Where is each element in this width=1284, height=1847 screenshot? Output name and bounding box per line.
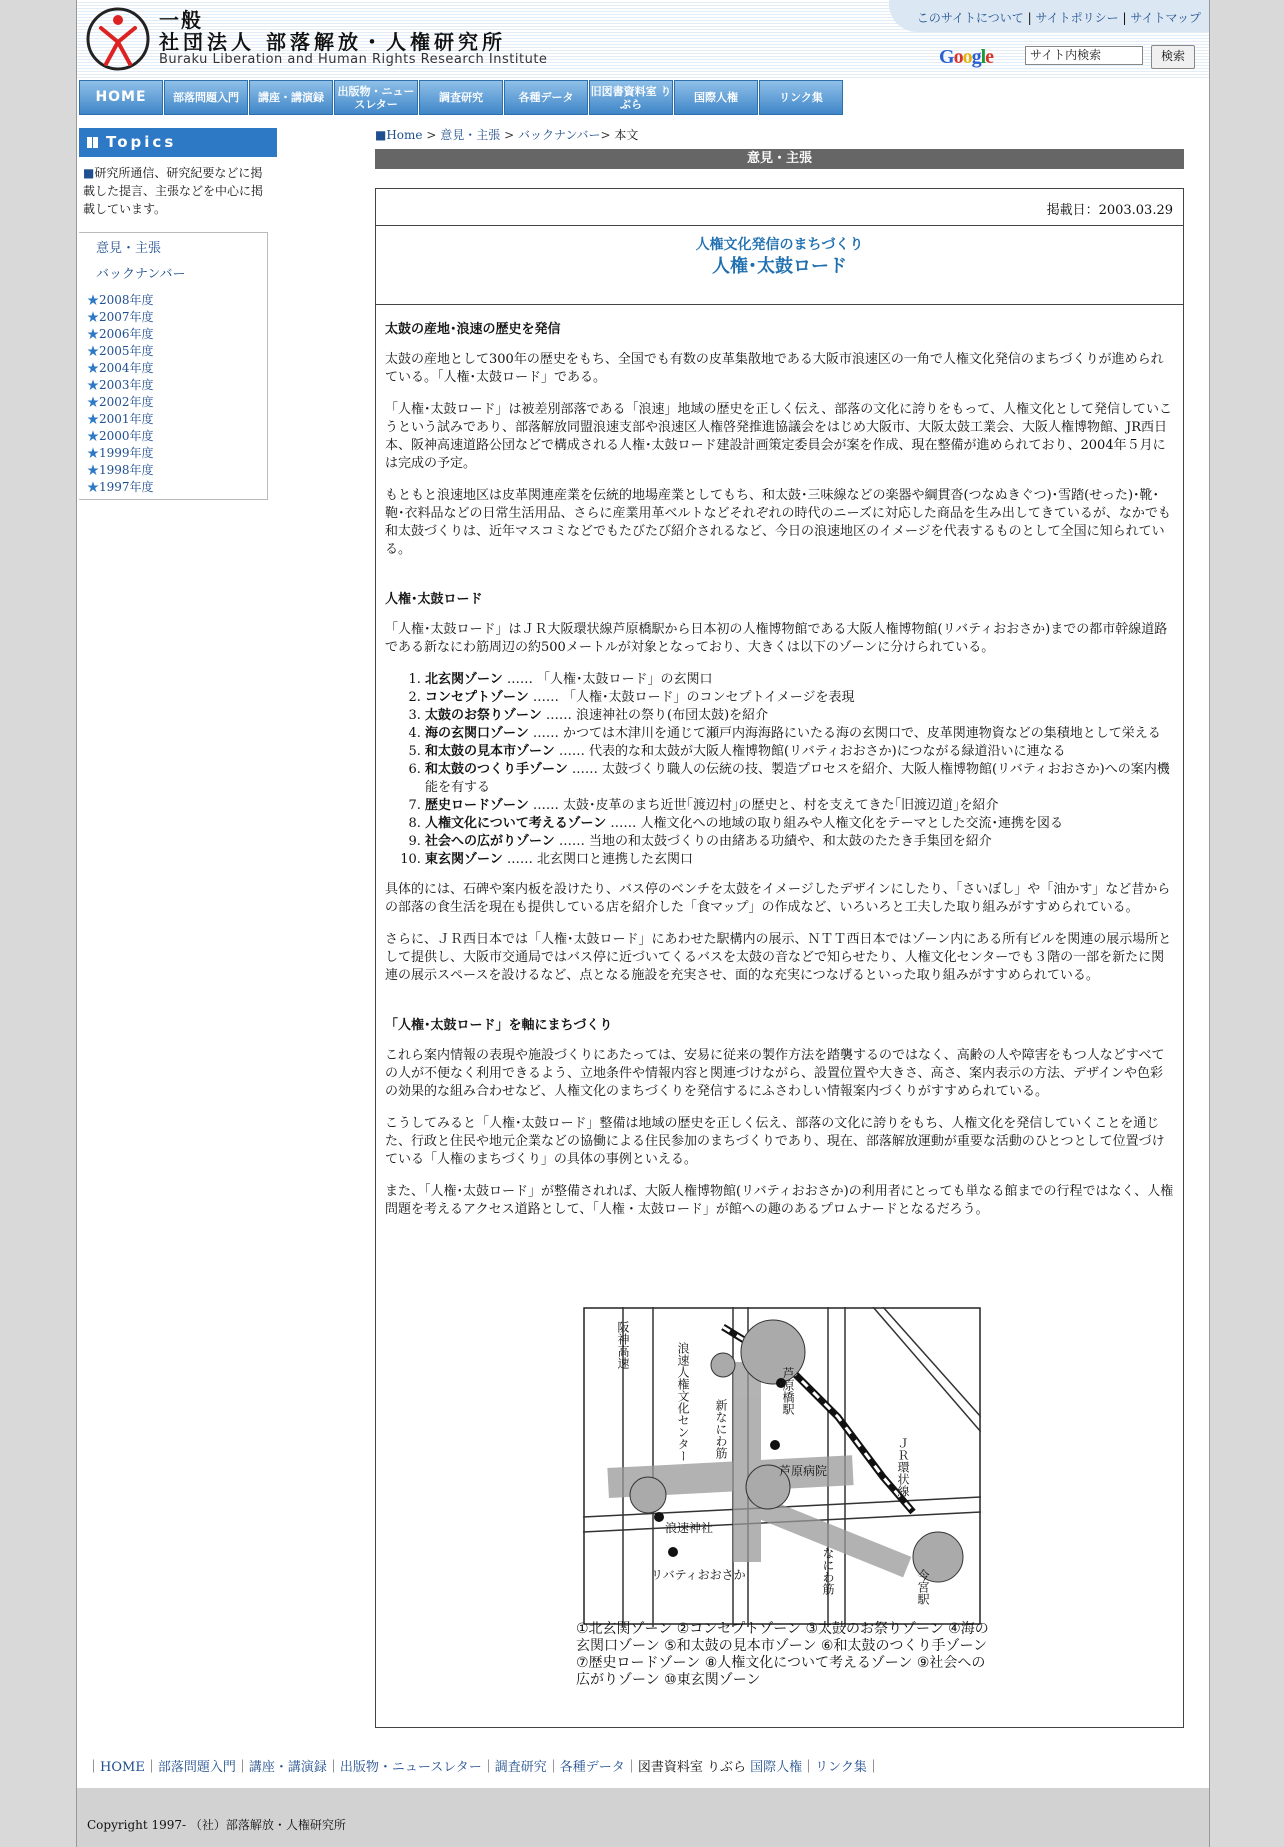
- zone-item: 8. 人権文化について考えるゾーン …… 人権文化への地域の取り組みや人権文化をテーマとした交流･連携を図る: [425, 815, 1175, 833]
- map-label: ＪＲ環状線: [896, 1437, 910, 1497]
- year-link[interactable]: [87, 359, 154, 376]
- footer-link-publications[interactable]: 出版物・ニュースレター: [339, 1760, 482, 1775]
- breadcrumb: [375, 126, 638, 143]
- year-link[interactable]: [87, 427, 154, 444]
- map-label: 芦原病院: [779, 1464, 828, 1478]
- footer-link-data[interactable]: 各種データ: [559, 1760, 625, 1775]
- breadcrumb-sep: >: [426, 128, 437, 142]
- paragraph: これら案内情報の表現や施設づくりにあたっては、安易に従来の製作方法を踏襲するのではなく、高齢の人や障害をもつ人などすべての人が不便なく利用できるよう、立地条件や情報内容と関連づけながら、設置位置や大きさ、高さ、案内表示の方法、デザインや色彩の効果的な組み合わせなど、人権文化のまちづくりを発信するにふさわしい情報案内づくりがすすめられている。: [385, 1048, 1165, 1099]
- policy-link[interactable]: サイトポリシー: [1035, 11, 1119, 25]
- year-label: 2002年度: [99, 395, 154, 409]
- topics-desc-text: 研究所通信、研究紀要などに掲載した提言、主張などを中心に掲載しています。: [83, 166, 264, 216]
- logo-english: Buraku Liberation and Human Rights Research Institute: [159, 52, 548, 67]
- footer-link-library[interactable]: 図書資料室 りぶら: [637, 1760, 746, 1775]
- google-letter: e: [985, 46, 994, 68]
- star-icon: ★: [87, 446, 100, 460]
- year-link[interactable]: [87, 308, 154, 325]
- star-icon: ★: [87, 395, 100, 409]
- year-label: 1997年度: [99, 480, 154, 494]
- nav-intl-rights[interactable]: 国際人権: [674, 80, 758, 115]
- topics-description: [83, 164, 273, 218]
- zone-item: 9. 社会への広がりゾーン …… 当地の和太鼓づくりの由緒ある功績や、和太鼓のたたき手集団を紹介: [425, 833, 1175, 851]
- google-letter: G: [939, 46, 954, 68]
- nav-publications[interactable]: 出版物・ニュースレター: [334, 80, 418, 115]
- side-link-backnumber[interactable]: バックナンバー: [96, 267, 186, 282]
- footer-link-research[interactable]: 調査研究: [494, 1760, 547, 1775]
- article-title: 人権･太鼓ロード: [712, 256, 847, 277]
- year-label: 2005年度: [99, 344, 154, 358]
- breadcrumb-home[interactable]: Home: [386, 128, 423, 142]
- nav-research[interactable]: 調査研究: [419, 80, 503, 115]
- footer-links: ｜HOME｜部落問題入門｜講座・講演録｜出版物・ニュースレター｜調査研究｜各種データ｜図書資料室 りぶら 国際人権｜リンク集｜: [87, 1760, 880, 1775]
- star-icon: ★: [87, 344, 100, 358]
- nav-buraku-intro[interactable]: 部落問題入門: [164, 80, 248, 115]
- year-link[interactable]: [87, 478, 154, 495]
- breadcrumb-current: 本文: [614, 128, 639, 142]
- route-map: [583, 1307, 981, 1627]
- paragraph: 「人権･太鼓ロード」はＪＲ大阪環状線芦原橋駅から日本初の人権博物館である大阪人権博物館(リバティおおさか)までの都市幹線道路である新なにわ筋周辺の約500メートルが対象となっており、大きくは以下のゾーンに分けられている。: [385, 622, 1168, 655]
- year-link[interactable]: [87, 291, 154, 308]
- page: [76, 0, 1210, 1847]
- zone-item: 7. 歴史ロードゾーン …… 太鼓･皮革のまち近世｢渡辺村｣の歴史と、村を支えてきた｢旧渡辺道｣を紹介: [425, 797, 1175, 815]
- paragraph: 具体的には、石碑や案内板を設けたり、バス停のベンチを太鼓をイメージしたデザインにしたり、「さいぼし」や「油かす」など昔からの部落の食生活を現在も提供している店を紹介した「食マップ」の作成など、いろいろと工夫した取り組みがすすめられている。: [385, 882, 1171, 915]
- breadcrumb-marker: ■: [375, 128, 387, 142]
- map-label: 浪速人権文化センター: [676, 1342, 690, 1462]
- breadcrumb-sep: >: [600, 128, 611, 142]
- paragraph: さらに、ＪＲ西日本では「人権･太鼓ロード」にあわせた駅構内の展示、ＮＴＴ西日本ではゾーン内にある所有ビルを関連の展示場所として提供し、大阪市交通局ではバス停に近づいてくるバスを太鼓の音などで知らせたり、人権文化センターでも３階の一部を新たに関連の展示スペースを設けるなど、点となる施設を充実させ、面的な充実につなげるといった取り組みがすすめられている。: [385, 932, 1172, 983]
- footer-link-lectures[interactable]: 講座・講演録: [248, 1760, 327, 1775]
- map-label: 阪神高速: [616, 1321, 630, 1369]
- topics-header: [79, 128, 277, 157]
- star-icon: ★: [87, 310, 100, 324]
- star-icon: ★: [87, 429, 100, 443]
- paragraph: 太鼓の産地として300年の歴史をもち、全国でも有数の皮革集散地である大阪市浪速区の一角で人権文化発信のまちづくりが進められている。「人権･太鼓ロード」である。: [385, 352, 1164, 385]
- breadcrumb-opinion[interactable]: 意見・主張: [440, 128, 501, 142]
- star-icon: ★: [87, 293, 100, 307]
- year-label: 2004年度: [99, 361, 154, 375]
- map-label: 今宮駅: [916, 1569, 930, 1605]
- publish-date: 掲載日：2003.03.29: [1046, 203, 1173, 218]
- section-title: 意見・主張: [375, 149, 1184, 169]
- paragraph: こうしてみると「人権･太鼓ロード」整備は地域の歴史を正しく伝え、部落の文化に誇りをもち、人権文化を発信していくことを通じた、行政と住民や地元企業などの協働による住民参加のまちづくりであり、現在、部落解放運動が重要な活動のひとつとして位置づけている「人権のまちづくり」の具体の事例といえる。: [385, 1116, 1165, 1167]
- footer-link-intl[interactable]: 国際人権: [750, 1760, 803, 1775]
- star-icon: ★: [87, 480, 100, 494]
- logo-text-line2: 社団法人 部落解放・人権研究所: [159, 30, 506, 54]
- zone-item: 4. 海の玄関口ゾーン …… かつては木津川を通じて瀬戸内海海路にいたる海の玄関口で、皮革関連物資などの集積地として栄える: [425, 725, 1175, 743]
- article-body: [385, 307, 1175, 1233]
- paragraph: 「人権･太鼓ロード」は被差別部落である「浪速」地域の歴史を正しく伝え、部落の文化に誇りをもって、人権文化として発信していこうという試みであり、部落解放同盟浪速支部や浪速区人権啓発推進協議会をはじめ大阪市、大阪太鼓工業会、大阪人権博物館、JR西日本、阪神高速道路公団などで構成される人権･太鼓ロード建設計画策定委員会が案を作成、現在整備が進められており、2004年５月には完成の予定。: [385, 402, 1173, 471]
- map-label: なにわ筋: [821, 1547, 835, 1595]
- article-subtitle: 人権文化発信のまちづくり: [695, 237, 864, 253]
- article: [375, 188, 1184, 1728]
- year-link[interactable]: [87, 461, 154, 478]
- zone-item: 3. 太鼓のお祭りゾーン …… 浪速神社の祭り(布団太鼓)を紹介: [425, 707, 1175, 725]
- breadcrumb-sep: >: [504, 128, 515, 142]
- zone-item: 10. 東玄関ゾーン …… 北玄関口と連携した玄関口: [425, 851, 1175, 869]
- map-caption: ①北玄関ゾーン ②コンセプトゾーン ③太鼓のお祭りゾーン ④海の玄関口ゾーン ⑤和太鼓の見本市ゾーン ⑥和太鼓のつくり手ゾーン ⑦歴史ロードゾーン ⑧人権文化について考えるゾーン ⑨社会への広がりゾーン ⑩東玄関ゾーン: [576, 1621, 989, 1688]
- google-letter: o: [953, 46, 963, 68]
- map-label: 新なにわ筋: [714, 1399, 728, 1459]
- side-menu: [79, 232, 268, 500]
- footer-link-intro[interactable]: 部落問題入門: [157, 1760, 236, 1775]
- year-label: 2006年度: [99, 327, 154, 341]
- year-link[interactable]: [87, 410, 154, 427]
- year-link[interactable]: [87, 376, 154, 393]
- nav-lectures[interactable]: 講座・講演録: [249, 80, 333, 115]
- top-links: このサイトについて | サイトポリシー | サイトマップ: [889, 0, 1209, 32]
- zone-item: 6. 和太鼓のつくり手ゾーン …… 太鼓づくり職人の伝統の技、製造プロセスを紹介、大阪人権博物館(リバティおおさか)への案内機能を有する: [425, 761, 1175, 797]
- topics-icon: [87, 137, 98, 148]
- site-header: [77, 0, 1209, 78]
- breadcrumb-backnumber[interactable]: バックナンバー: [517, 128, 601, 142]
- year-label: 2001年度: [99, 412, 154, 426]
- sitemap-link[interactable]: サイトマップ: [1130, 11, 1201, 25]
- title-row: [376, 226, 1183, 305]
- paragraph: また、「人権･太鼓ロード」が整備されれば、大阪人権博物館(リバティおおさか)の利用者にとっても単なる館までの行程ではなく、人権問題を考えるアクセス道路として、「人権・太鼓ロード」が館への趣のあるプロムナードとなるだろう。: [385, 1184, 1174, 1217]
- main-nav: [79, 80, 844, 115]
- year-link[interactable]: [87, 444, 154, 461]
- year-link[interactable]: [87, 342, 154, 359]
- star-icon: ★: [87, 361, 100, 375]
- footer-link-links[interactable]: リンク集: [815, 1760, 867, 1775]
- nav-library[interactable]: 旧図書資料室 りぶら: [589, 80, 673, 115]
- zone-item: 1. 北玄関ゾーン …… 「人権･太鼓ロード」の玄関口: [425, 671, 1175, 689]
- side-link-opinion[interactable]: 意見・主張: [96, 241, 162, 256]
- site-search-input[interactable]: サイト内検索: [1025, 46, 1143, 65]
- zone-item: 5. 和太鼓の見本市ゾーン …… 代表的な和太鼓が大阪人権博物館(リバティおおさか)につながる緑道沿いに連なる: [425, 743, 1175, 761]
- copyright-text: Copyright 1997- （社）部落解放・人権研究所: [87, 1818, 346, 1832]
- search-button[interactable]: 検索: [1151, 45, 1195, 69]
- year-label: 2003年度: [99, 378, 154, 392]
- topics-title: Topics: [106, 133, 177, 151]
- star-icon: ★: [87, 327, 100, 341]
- nav-links[interactable]: リンク集: [759, 80, 843, 115]
- star-icon: ★: [87, 463, 100, 477]
- google-letter: l: [980, 46, 986, 68]
- year-link[interactable]: [87, 325, 154, 342]
- map-label: リバティおおさか: [651, 1568, 746, 1582]
- google-logo: [939, 46, 993, 69]
- logo-icon[interactable]: [85, 6, 151, 72]
- star-icon: ★: [87, 378, 100, 392]
- year-label: 2007年度: [99, 310, 154, 324]
- section-heading: 人権･太鼓ロード: [385, 592, 483, 607]
- logo-text-line1: 一般: [159, 8, 203, 32]
- nav-home[interactable]: HOME: [79, 80, 163, 115]
- zone-item: 2. コンセプトゾーン …… 「人権･太鼓ロード」のコンセプトイメージを表現: [425, 689, 1175, 707]
- year-link[interactable]: [87, 393, 154, 410]
- google-letter: g: [971, 46, 981, 68]
- zone-list: [385, 671, 1175, 869]
- star-icon: ★: [87, 412, 100, 426]
- year-label: 1998年度: [99, 463, 154, 477]
- nav-data[interactable]: 各種データ: [504, 80, 588, 115]
- year-label: 1999年度: [99, 446, 154, 460]
- date-row: [376, 189, 1183, 226]
- copyright-bar: [77, 1788, 1209, 1847]
- square-icon: ■: [83, 166, 95, 180]
- google-letter: o: [962, 46, 972, 68]
- year-label: 2000年度: [99, 429, 154, 443]
- about-link[interactable]: このサイトについて: [916, 11, 1024, 25]
- section-heading: 「人権･太鼓ロード」を軸にまちづくり: [385, 1018, 613, 1033]
- paragraph: もともと浪速地区は皮革関連産業を伝統的地場産業としてもち、和太鼓･三味線などの楽器や綱貫沓(つなぬきぐつ)･雪踏(せった)･靴･鞄･衣料品などの日常生活用品、さらに産業用革ベルトなどそれぞれの時代のニーズに対応した商品を生み出してきているが、なかでも和太鼓づくりは、近年マスコミなどでもたびたび紹介されるなど、今日の浪速地区のイメージを代表するものとして全国に知られている。: [385, 488, 1171, 557]
- section-heading: 太鼓の産地･浪速の歴史を発信: [385, 322, 561, 337]
- footer-link-home[interactable]: HOME: [100, 1760, 145, 1775]
- map-label: 浪速神社: [665, 1521, 714, 1535]
- year-label: 2008年度: [99, 293, 154, 307]
- map-label: 芦原橋駅: [781, 1367, 795, 1415]
